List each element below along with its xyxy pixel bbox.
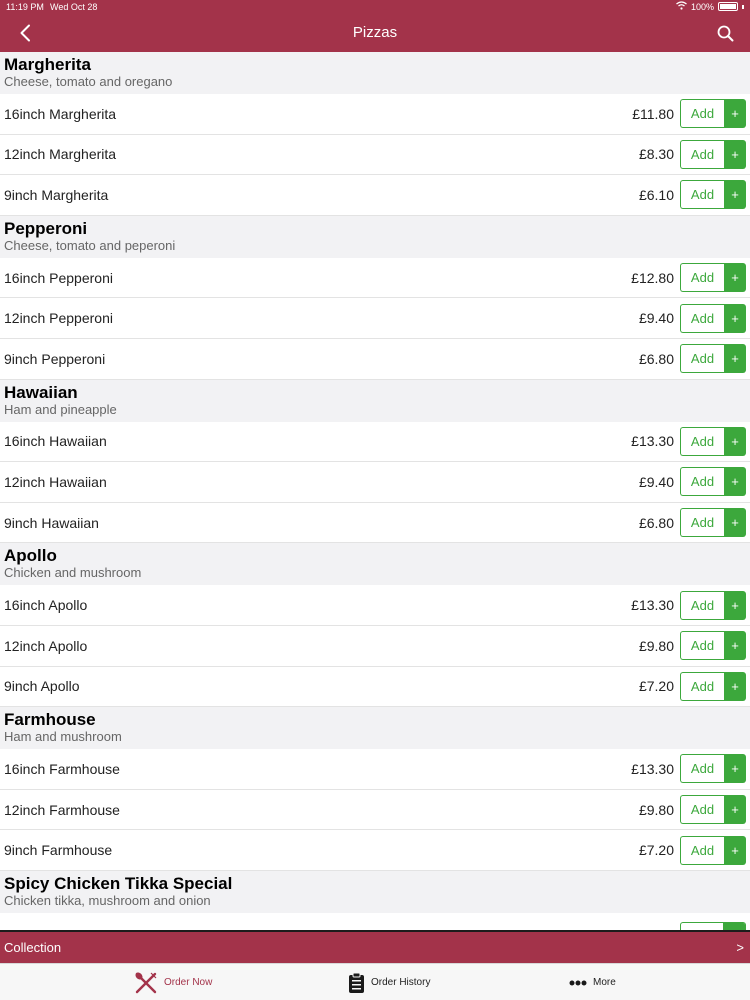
add-button-label: Add xyxy=(680,140,724,169)
add-button-label: Add xyxy=(680,795,724,824)
item-name: 16inch Pepperoni xyxy=(4,269,113,286)
add-button-label: Add xyxy=(680,344,724,373)
add-button-label: Add xyxy=(680,427,724,456)
wifi-icon xyxy=(676,1,687,12)
battery-tip xyxy=(742,5,744,9)
battery-icon xyxy=(718,2,738,11)
group-name: Pepperoni xyxy=(4,218,88,238)
menu-item-row xyxy=(0,135,750,176)
plus-icon: + xyxy=(724,140,746,169)
add-button[interactable] xyxy=(680,427,746,456)
add-button-partial[interactable] xyxy=(680,922,746,930)
tab-order-history-label: Order History xyxy=(371,977,431,988)
menu-item-row xyxy=(0,258,750,299)
group-header xyxy=(0,543,750,585)
collection-bar[interactable] xyxy=(0,930,750,963)
ellipsis-icon xyxy=(569,980,587,986)
plus-icon: + xyxy=(724,795,746,824)
group-header xyxy=(0,871,750,913)
status-time: 11:19 PM xyxy=(6,2,44,12)
item-name: 9inch Margherita xyxy=(4,186,109,203)
item-name: 9inch Farmhouse xyxy=(4,842,113,859)
item-name: 9inch Pepperoni xyxy=(4,350,106,367)
plus-icon: + xyxy=(724,180,746,209)
menu-item-row xyxy=(0,749,750,790)
group-name: Apollo xyxy=(4,546,57,566)
item-name: 12inch Apollo xyxy=(4,637,88,654)
page-title: Pizzas xyxy=(352,24,398,41)
item-price: £13.30 xyxy=(631,760,674,777)
item-price: £11.80 xyxy=(632,105,674,122)
search-icon xyxy=(717,25,734,42)
plus-icon: + xyxy=(724,672,746,701)
menu-item-row xyxy=(0,298,750,339)
collection-label: Collection xyxy=(4,940,62,955)
menu-item-row xyxy=(0,462,750,503)
item-price: £7.20 xyxy=(638,678,674,695)
group-description: Cheese, tomato and oregano xyxy=(4,74,173,89)
fork-knife-icon xyxy=(134,971,158,995)
menu-item-row xyxy=(0,667,750,708)
add-button[interactable] xyxy=(680,672,746,701)
tab-order-now[interactable] xyxy=(134,964,212,1000)
item-price: £9.80 xyxy=(638,637,674,654)
add-button-label: Add xyxy=(680,754,724,783)
item-name: 9inch Apollo xyxy=(4,678,80,695)
add-button-label: Add xyxy=(680,672,724,701)
menu-item-row xyxy=(0,503,750,544)
add-button-label: Add xyxy=(680,304,724,333)
menu-item-row xyxy=(0,585,750,626)
add-button[interactable] xyxy=(680,795,746,824)
item-name: 16inch Farmhouse xyxy=(4,760,120,777)
status-bar xyxy=(0,0,750,14)
add-button[interactable] xyxy=(680,344,746,373)
item-price: £9.80 xyxy=(638,801,674,818)
plus-icon: + xyxy=(724,304,746,333)
item-name: 9inch Hawaiian xyxy=(4,514,99,531)
add-button[interactable] xyxy=(680,591,746,620)
add-button[interactable] xyxy=(680,304,746,333)
add-button-label: Add xyxy=(680,631,724,660)
item-price: £9.40 xyxy=(638,473,674,490)
plus-icon: + xyxy=(724,344,746,373)
add-button[interactable] xyxy=(680,99,746,128)
item-price: £9.40 xyxy=(638,310,674,327)
item-price: £12.80 xyxy=(631,269,674,286)
item-name: 12inch Pepperoni xyxy=(4,310,113,327)
plus-icon: + xyxy=(724,508,746,537)
item-price: £8.30 xyxy=(638,146,674,163)
tab-more[interactable] xyxy=(569,964,616,1000)
add-button-label: Add xyxy=(680,467,724,496)
item-price: £6.80 xyxy=(638,514,674,531)
item-name: 16inch Margherita xyxy=(4,105,117,122)
add-button[interactable] xyxy=(680,467,746,496)
plus-icon: + xyxy=(724,427,746,456)
add-button[interactable] xyxy=(680,508,746,537)
plus-icon: + xyxy=(724,836,746,865)
search-button[interactable] xyxy=(712,20,738,46)
clipboard-icon xyxy=(348,972,365,994)
item-name: 16inch Apollo xyxy=(4,597,88,614)
item-name: 12inch Hawaiian xyxy=(4,473,107,490)
plus-icon: + xyxy=(724,263,746,292)
add-button-label: Add xyxy=(680,180,724,209)
menu-item-row xyxy=(0,626,750,667)
item-name: 16inch Hawaiian xyxy=(4,433,107,450)
menu-item-row xyxy=(0,790,750,831)
group-description: Cheese, tomato and peperoni xyxy=(4,237,176,253)
item-name: 12inch Margherita xyxy=(4,146,117,163)
tab-more-label: More xyxy=(593,977,616,988)
group-header xyxy=(0,216,750,258)
group-header xyxy=(0,707,750,749)
add-button-label: Add xyxy=(680,99,724,128)
status-date: Wed Oct 28 xyxy=(50,2,98,12)
item-price: £7.20 xyxy=(638,842,674,859)
item-price: £13.30 xyxy=(631,597,674,614)
menu-item-row-partial xyxy=(0,913,750,930)
group-description: Chicken tikka, mushroom and onion xyxy=(4,892,211,908)
group-header xyxy=(0,380,750,422)
add-button[interactable] xyxy=(680,263,746,292)
group-name: Margherita xyxy=(4,55,91,74)
battery-percent: 100% xyxy=(690,1,714,12)
tab-order-now-label: Order Now xyxy=(164,977,213,988)
item-price: £6.80 xyxy=(638,350,674,367)
add-button[interactable] xyxy=(680,180,746,209)
group-description: Ham and mushroom xyxy=(4,729,122,745)
menu-item-row xyxy=(0,422,750,463)
menu-item-row xyxy=(0,175,750,216)
plus-icon: + xyxy=(724,754,746,783)
status-right xyxy=(676,1,744,12)
add-button-label: Add xyxy=(680,836,724,865)
menu-list xyxy=(0,52,750,930)
add-button[interactable] xyxy=(680,140,746,169)
plus-icon: + xyxy=(724,467,746,496)
add-button-label: Add xyxy=(680,591,724,620)
add-button[interactable] xyxy=(680,631,746,660)
chevron-right-icon: > xyxy=(736,940,744,955)
item-price: £13.30 xyxy=(631,433,674,450)
tab-order-history[interactable] xyxy=(348,964,430,1000)
group-description: Chicken and mushroom xyxy=(4,565,142,581)
tab-bar xyxy=(0,963,750,1000)
menu-item-row xyxy=(0,830,750,871)
plus-icon: + xyxy=(724,99,746,128)
group-header xyxy=(0,52,750,94)
group-name: Hawaiian xyxy=(4,382,78,402)
nav-bar xyxy=(0,14,750,52)
group-name: Spicy Chicken Tikka Special xyxy=(4,873,233,893)
group-name: Farmhouse xyxy=(4,710,96,730)
item-name: 12inch Farmhouse xyxy=(4,801,120,818)
menu-item-row xyxy=(0,94,750,135)
item-price: £6.10 xyxy=(638,186,674,203)
group-description: Ham and pineapple xyxy=(4,401,117,417)
add-button[interactable] xyxy=(680,836,746,865)
add-button[interactable] xyxy=(680,754,746,783)
add-button-label: Add xyxy=(680,508,724,537)
add-button-label: Add xyxy=(680,263,724,292)
plus-icon: + xyxy=(724,631,746,660)
plus-icon: + xyxy=(724,591,746,620)
menu-item-row xyxy=(0,339,750,380)
